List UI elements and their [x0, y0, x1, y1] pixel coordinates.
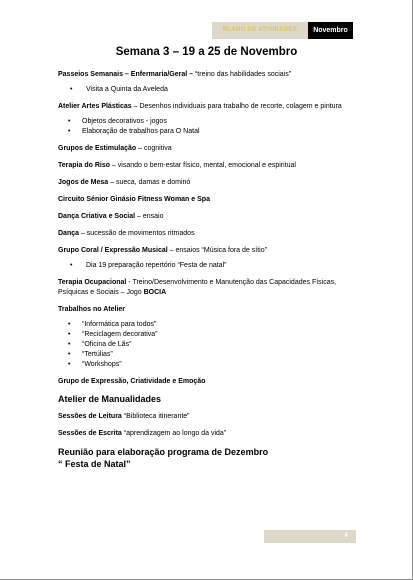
- terapia-riso-heading: Terapia do Riso: [58, 162, 110, 169]
- jogos-desc: – sueca, damas e dominó: [108, 179, 191, 186]
- jogos-heading: Jogos de Mesa: [58, 179, 109, 186]
- manualidades-heading: Atelier de Manualidades: [58, 394, 162, 404]
- list-item: • “Reciclagem decorativa”: [58, 330, 358, 340]
- escrita-line: [58, 429, 358, 439]
- page-number: 4: [344, 533, 348, 539]
- atelier-heading: Atelier Artes Plásticas: [58, 103, 132, 110]
- danca-criativa-line: [58, 212, 358, 222]
- list-item: • Visita a Quinta da Aveleda: [58, 85, 358, 95]
- danca-line: [58, 229, 358, 239]
- trabalhos-heading: Trabalhos no Atelier: [58, 306, 126, 313]
- grupos-desc: – cognitiva: [136, 145, 172, 152]
- jogos-line: [58, 178, 358, 188]
- trabalhos-line: [58, 305, 358, 315]
- danca-desc: – sucessão de movimentos ritmados: [79, 230, 195, 237]
- leitura-desc: “Biblioteca itinerante”: [121, 413, 190, 420]
- list-item: • Elaboração de trabalhos para O Natal: [58, 127, 358, 137]
- list-item: • Objetos decorativos - jogos: [58, 117, 358, 127]
- expressao-heading: Grupo de Expressão, Criatividade e Emoção: [58, 378, 206, 385]
- grupos-line: [58, 144, 358, 154]
- list-item: • Dia 19 preparação repertório “Festa de natal”: [58, 261, 358, 271]
- reuniao-line-2: “ Festa de Natal”: [58, 459, 131, 469]
- danca-heading: Dança: [58, 230, 80, 237]
- activity-list: [58, 70, 358, 470]
- passeios-list: [58, 85, 358, 95]
- terapia-riso-line: [58, 161, 358, 171]
- escrita-heading: Sessões de Escrita: [58, 430, 122, 437]
- terapia-riso-desc: – visando o bem-estar físico, mental, emocional e espiritual: [110, 162, 296, 169]
- grupos-heading: Grupos de Estimulação: [58, 145, 137, 152]
- circuito-line: [58, 195, 358, 205]
- atelier-list: [58, 117, 358, 137]
- trabalhos-list: [58, 320, 358, 370]
- list-item: • “Oficina de Lãs”: [58, 340, 358, 350]
- reuniao-heading: [58, 446, 358, 470]
- week-title: Semana 3 – 19 a 25 de Novembro: [115, 46, 298, 58]
- reuniao-line-1: Reunião para elaboração programa de Dezembro: [58, 447, 269, 457]
- expressao-line: [58, 377, 358, 387]
- list-item: • “Informática para todos”: [58, 320, 358, 330]
- atelier-line: [58, 102, 358, 112]
- passeios-line: [58, 70, 358, 80]
- circuito-heading: Circuito Sénior Ginásio Fitness Woman e Spa: [58, 196, 210, 203]
- passeios-heading: Passeios Semanais – Enfermaria/Geral –: [58, 71, 194, 78]
- coral-desc: – ensaios “Música fora de sítio”: [167, 247, 267, 254]
- page-header: [212, 22, 353, 39]
- header-month: Novembro: [308, 22, 353, 39]
- danca-criativa-desc: – ensaio: [135, 213, 164, 220]
- ocupacional-game: BOCIA: [143, 289, 167, 296]
- ocupacional-heading: Terapia Ocupacional: [58, 279, 127, 286]
- ocupacional-desc: - Treino/Desenvolvimento e Manutenção das Capacidades Físicas, Psíquicas e Sociais – Jogo: [58, 279, 337, 296]
- escrita-desc: “aprendizagem ao longo da vida”: [121, 430, 227, 437]
- coral-list: [58, 261, 358, 271]
- leitura-heading: Sessões de Leitura: [58, 413, 122, 420]
- list-item: • “Tertúlias”: [58, 350, 358, 360]
- coral-heading: Grupo Coral / Expressão Musical: [58, 247, 168, 254]
- ocupacional-line: [58, 278, 358, 298]
- header-title: PLANO DE ATIVIDADES: [212, 22, 308, 39]
- list-item: • “Workshops”: [58, 360, 358, 370]
- leitura-line: [58, 412, 358, 422]
- coral-line: [58, 246, 358, 256]
- danca-criativa-heading: Dança Criativa e Social: [58, 213, 136, 220]
- passeios-desc: “treino das habilidades sociais”: [193, 71, 292, 78]
- atelier-desc: – Desenhos individuais para trabalho de recorte, colagem e pintura: [131, 103, 342, 110]
